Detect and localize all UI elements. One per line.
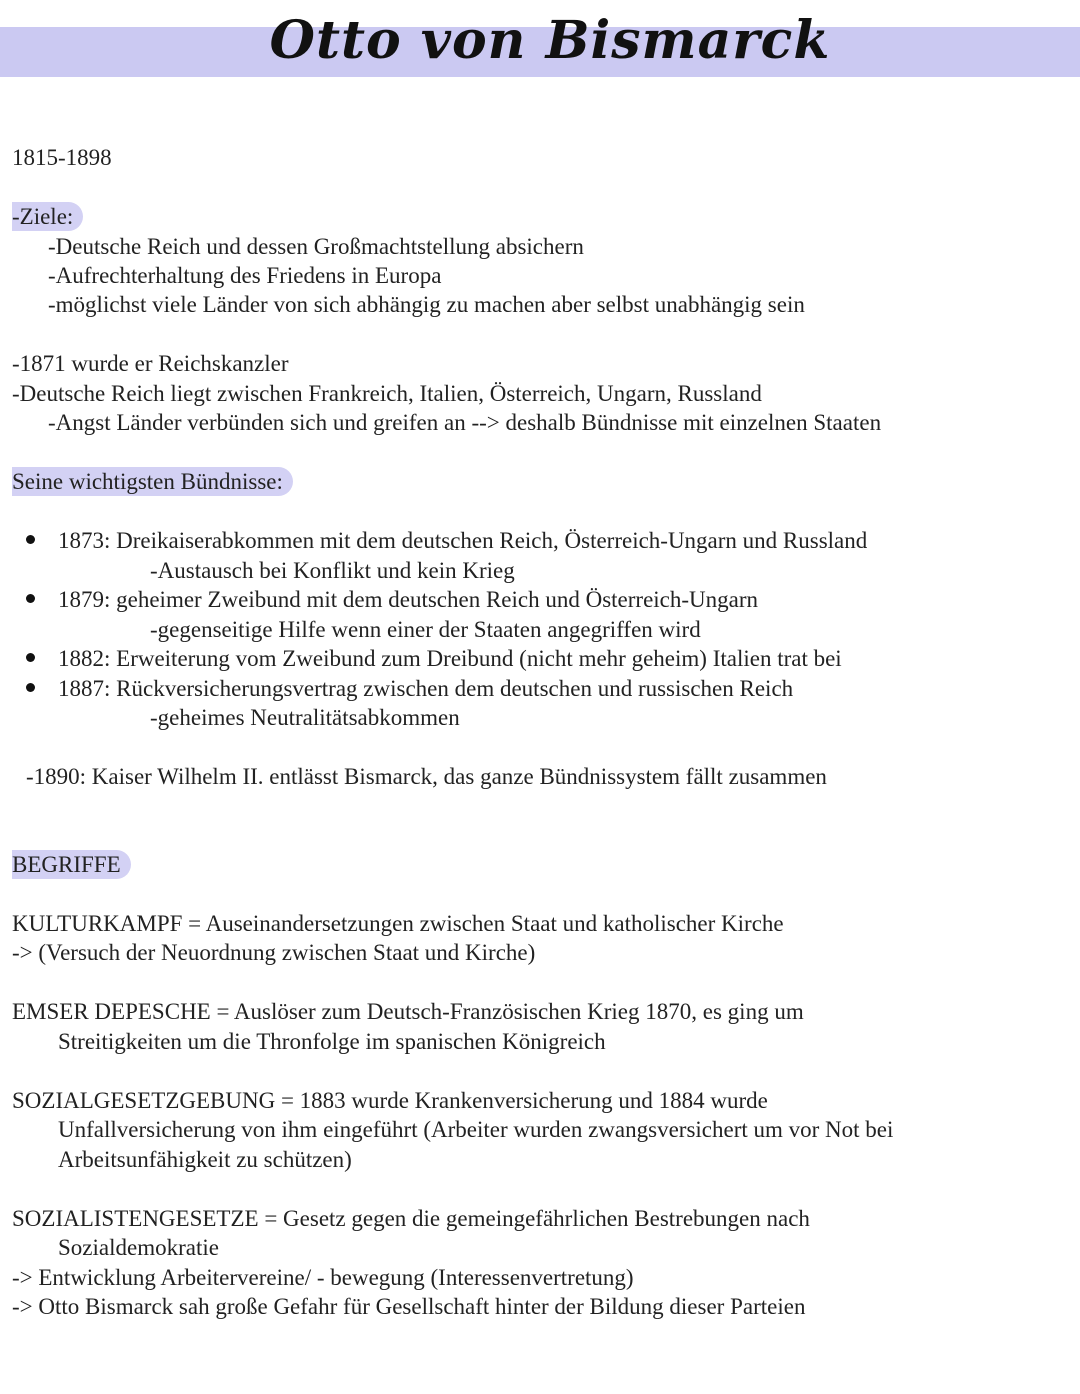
- sozial-line: Arbeitsunfähigkeit zu schützen): [58, 1147, 352, 1172]
- dates: 1815-1898: [12, 145, 112, 170]
- bullet-icon: [26, 594, 35, 603]
- fact-line: -Angst Länder verbünden sich und greifen an --> deshalb Bündnisse mit einzelnen Staaten: [48, 410, 882, 435]
- ziele-heading: -Ziele:: [12, 202, 83, 231]
- fact-line: -1871 wurde er Reichskanzler: [12, 351, 289, 376]
- sozialisten-line: Sozialdemokratie: [58, 1235, 219, 1260]
- sozialisten-line: -> Entwicklung Arbeitervereine/ - bewegung (Interessenvertretung): [12, 1265, 634, 1290]
- sozialisten-line: SOZIALISTENGESETZE = Gesetz gegen die gemeingefährlichen Bestrebungen nach: [12, 1206, 810, 1231]
- buendnis-sub: -Austausch bei Konflikt und kein Krieg: [150, 558, 515, 583]
- buendnis-item: 1879: geheimer Zweibund mit dem deutschen Reich und Österreich-Ungarn: [58, 587, 759, 612]
- fact-line: -Deutsche Reich liegt zwischen Frankreich, Italien, Österreich, Ungarn, Russland: [12, 381, 762, 406]
- kulturkampf-line: KULTURKAMPF = Auseinandersetzungen zwischen Staat und katholischer Kirche: [12, 911, 784, 936]
- emser-line: EMSER DEPESCHE = Auslöser zum Deutsch-Französischen Krieg 1870, es ging um: [12, 999, 804, 1024]
- page-title: Otto von Bismarck: [269, 10, 831, 71]
- sozial-line: Unfallversicherung von ihm eingeführt (Arbeiter wurden zwangsversichert um vor Not bei: [58, 1117, 894, 1142]
- ziele-item: -Deutsche Reich und dessen Großmachtstellung absichern: [48, 234, 584, 259]
- ziele-item: -möglichst viele Länder von sich abhängig zu machen aber selbst unabhängig sein: [48, 292, 805, 317]
- bullet-icon: [26, 535, 35, 544]
- begriffe-heading: BEGRIFFE: [12, 850, 131, 879]
- bullet-icon: [26, 683, 35, 692]
- sozial-line: SOZIALGESETZGEBUNG = 1883 wurde Krankenversicherung und 1884 wurde: [12, 1088, 768, 1113]
- buendnis-sub: -geheimes Neutralitätsabkommen: [150, 705, 460, 730]
- buendnis-item: 1882: Erweiterung vom Zweibund zum Dreibund (nicht mehr geheim) Italien trat bei: [58, 646, 842, 671]
- buendnis-sub: -gegenseitige Hilfe wenn einer der Staaten angegriffen wird: [150, 617, 701, 642]
- buendnis-item: 1887: Rückversicherungsvertrag zwischen dem deutschen und russischen Reich: [58, 676, 794, 701]
- kulturkampf-line: -> (Versuch der Neuordnung zwischen Staat und Kirche): [12, 940, 536, 965]
- buendnisse-heading: Seine wichtigsten Bündnisse:: [12, 467, 293, 496]
- bullet-icon: [26, 653, 35, 662]
- buendnis-end: -1890: Kaiser Wilhelm II. entlässt Bismarck, das ganze Bündnissystem fällt zusammen: [26, 764, 827, 789]
- emser-line: Streitigkeiten um die Thronfolge im spanischen Königreich: [58, 1029, 606, 1054]
- ziele-item: -Aufrechterhaltung des Friedens in Europa: [48, 263, 442, 288]
- sozialisten-line: -> Otto Bismarck sah große Gefahr für Gesellschaft hinter der Bildung dieser Parteien: [12, 1294, 806, 1319]
- buendnis-item: 1873: Dreikaiserabkommen mit dem deutschen Reich, Österreich-Ungarn und Russland: [58, 528, 868, 553]
